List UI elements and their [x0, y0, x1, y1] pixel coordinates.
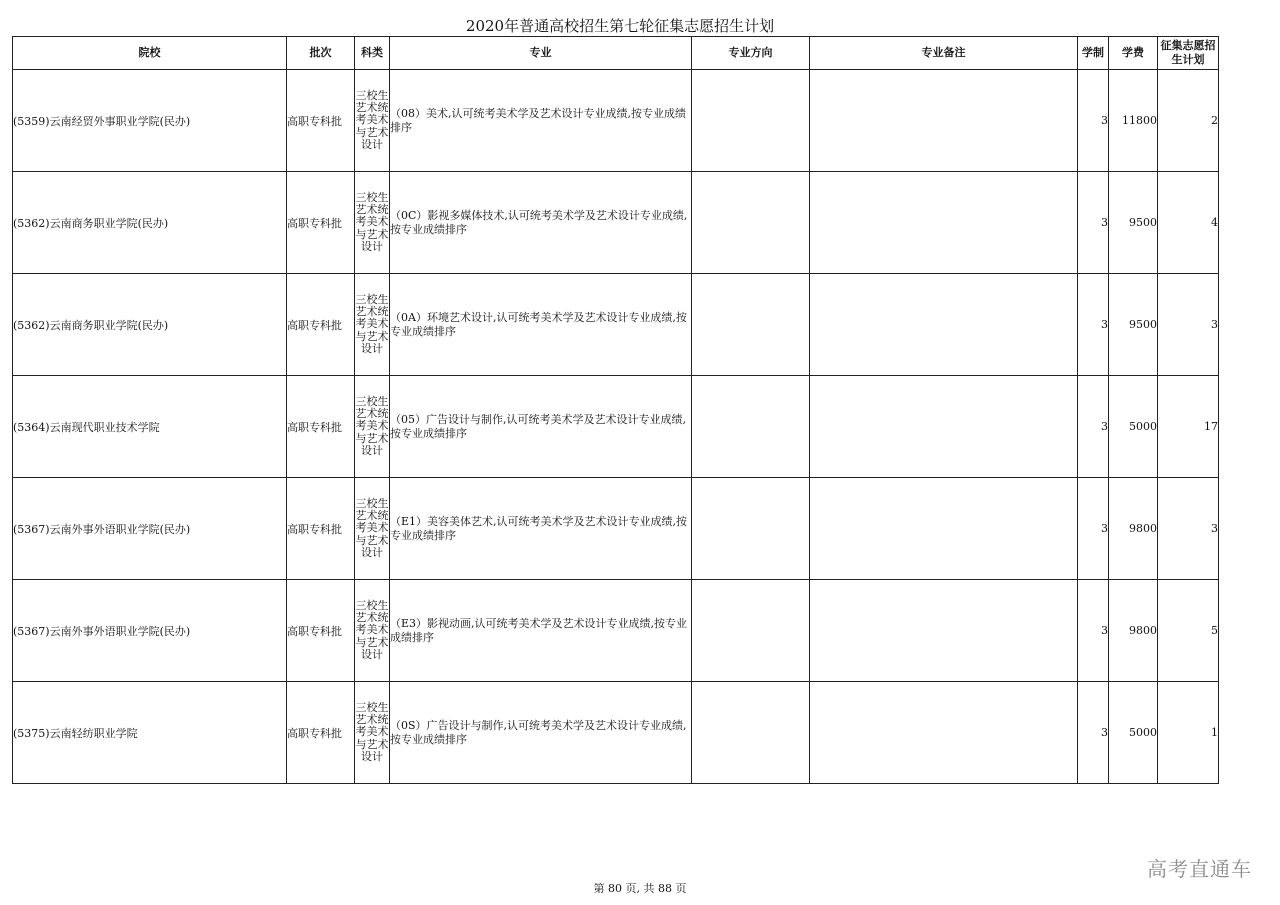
enrollment-plan-table: [12, 36, 1219, 784]
cell-plan: 1: [1158, 682, 1219, 784]
cell-batch: 高职专科批: [287, 478, 355, 580]
cell-plan: 5: [1158, 580, 1219, 682]
cell-category: 三校生艺术统考美术与艺术设计: [355, 580, 390, 682]
cell-major: （08）美术,认可统考美术学及艺术设计专业成绩,按专业成绩排序: [390, 70, 692, 172]
cell-fee: 5000: [1109, 682, 1158, 784]
cell-remark: [810, 682, 1078, 784]
cell-batch: 高职专科批: [287, 682, 355, 784]
cell-major: （0A）环境艺术设计,认可统考美术学及艺术设计专业成绩,按专业成绩排序: [390, 274, 692, 376]
cell-category: 三校生艺术统考美术与艺术设计: [355, 274, 390, 376]
cell-major: （0C）影视多媒体技术,认可统考美术学及艺术设计专业成绩,按专业成绩排序: [390, 172, 692, 274]
cell-plan: 2: [1158, 70, 1219, 172]
cell-direction: [692, 682, 810, 784]
cell-remark: [810, 172, 1078, 274]
cell-major: （E3）影视动画,认可统考美术学及艺术设计专业成绩,按专业成绩排序: [390, 580, 692, 682]
cell-category: 三校生艺术统考美术与艺术设计: [355, 478, 390, 580]
cell-major: （0S）广告设计与制作,认可统考美术学及艺术设计专业成绩,按专业成绩排序: [390, 682, 692, 784]
cell-category: 三校生艺术统考美术与艺术设计: [355, 376, 390, 478]
header-fee: 学费: [1109, 37, 1158, 70]
table-row: [13, 172, 1219, 274]
cell-plan: 3: [1158, 274, 1219, 376]
cell-fee: 9500: [1109, 172, 1158, 274]
cell-category: 三校生艺术统考美术与艺术设计: [355, 172, 390, 274]
cell-school: (5364)云南现代职业技术学院: [13, 376, 287, 478]
cell-plan: 4: [1158, 172, 1219, 274]
cell-direction: [692, 172, 810, 274]
table-row: [13, 478, 1219, 580]
header-major: 专业: [390, 37, 692, 70]
cell-fee: 9800: [1109, 478, 1158, 580]
cell-school: (5367)云南外事外语职业学院(民办): [13, 478, 287, 580]
cell-major: （05）广告设计与制作,认可统考美术学及艺术设计专业成绩,按专业成绩排序: [390, 376, 692, 478]
table-header: [13, 37, 1219, 70]
header-batch: 批次: [287, 37, 355, 70]
cell-batch: 高职专科批: [287, 580, 355, 682]
cell-category: 三校生艺术统考美术与艺术设计: [355, 682, 390, 784]
cell-years: 3: [1078, 580, 1109, 682]
cell-direction: [692, 580, 810, 682]
cell-batch: 高职专科批: [287, 274, 355, 376]
cell-years: 3: [1078, 274, 1109, 376]
cell-years: 3: [1078, 376, 1109, 478]
cell-years: 3: [1078, 172, 1109, 274]
header-plan: 征集志愿招生计划: [1158, 37, 1219, 70]
cell-school: (5367)云南外事外语职业学院(民办): [13, 580, 287, 682]
page-title: 2020年普通高校招生第七轮征集志愿招生计划: [465, 17, 775, 35]
cell-years: 3: [1078, 478, 1109, 580]
table-row: [13, 274, 1219, 376]
cell-fee: 11800: [1109, 70, 1158, 172]
cell-remark: [810, 580, 1078, 682]
cell-direction: [692, 70, 810, 172]
header-remark: 专业备注: [810, 37, 1078, 70]
cell-direction: [692, 376, 810, 478]
table-row: [13, 376, 1219, 478]
cell-remark: [810, 70, 1078, 172]
cell-category: 三校生艺术统考美术与艺术设计: [355, 70, 390, 172]
cell-fee: 5000: [1109, 376, 1158, 478]
cell-batch: 高职专科批: [287, 172, 355, 274]
table-row: [13, 682, 1219, 784]
cell-years: 3: [1078, 70, 1109, 172]
header-direction: 专业方向: [692, 37, 810, 70]
cell-plan: 17: [1158, 376, 1219, 478]
cell-plan: 3: [1158, 478, 1219, 580]
cell-remark: [810, 274, 1078, 376]
cell-school: (5359)云南经贸外事职业学院(民办): [13, 70, 287, 172]
cell-remark: [810, 376, 1078, 478]
header-category: 科类: [355, 37, 390, 70]
cell-direction: [692, 274, 810, 376]
cell-fee: 9500: [1109, 274, 1158, 376]
cell-school: (5362)云南商务职业学院(民办): [13, 172, 287, 274]
cell-major: （E1）美容美体艺术,认可统考美术学及艺术设计专业成绩,按专业成绩排序: [390, 478, 692, 580]
cell-batch: 高职专科批: [287, 376, 355, 478]
table-row: [13, 70, 1219, 172]
page-number: 第 80 页, 共 88 页: [593, 882, 687, 895]
cell-remark: [810, 478, 1078, 580]
watermark-logo: 高考直通车: [1147, 857, 1252, 881]
header-years: 学制: [1078, 37, 1109, 70]
table-row: [13, 580, 1219, 682]
header-school: 院校: [13, 37, 287, 70]
cell-batch: 高职专科批: [287, 70, 355, 172]
cell-school: (5362)云南商务职业学院(民办): [13, 274, 287, 376]
cell-years: 3: [1078, 682, 1109, 784]
cell-direction: [692, 478, 810, 580]
cell-school: (5375)云南轻纺职业学院: [13, 682, 287, 784]
table-body: [13, 70, 1219, 784]
cell-fee: 9800: [1109, 580, 1158, 682]
